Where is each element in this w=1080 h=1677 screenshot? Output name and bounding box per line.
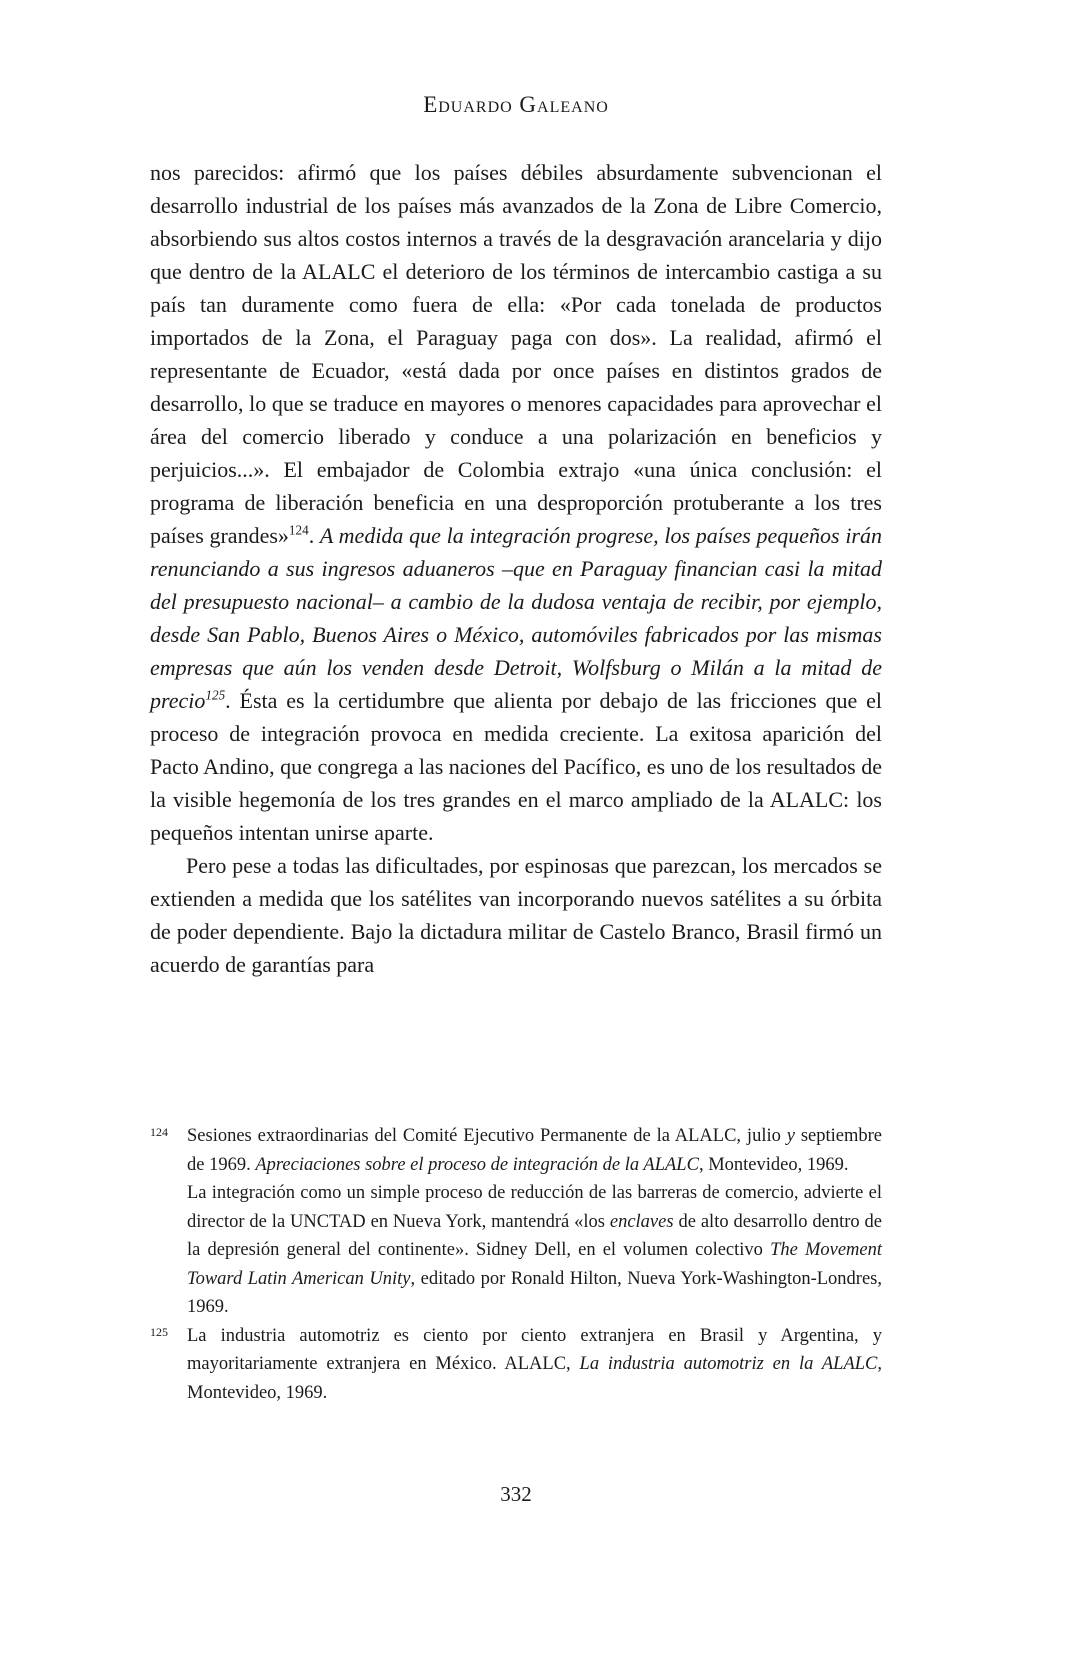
page-number: 332 <box>500 1482 532 1506</box>
footnotes-section <box>150 1122 882 1407</box>
footnote-text: La industria automotriz es ciento por ciento extranjera en Brasil y Argentina, y mayoritariamente extranjera en México. ALALC, La industria automotriz en la ALALC, Montevideo, 1969. <box>187 1325 883 1403</box>
body-text <box>150 156 882 981</box>
footnote-text: La integración como un simple proceso de reducción de las barreras de comercio, advierte el director de la UNCTAD en Nueva York, mantendrá «los enclaves de alto desarrollo dentro de la depresión general del continente». Sidney Dell, en el volumen colectivo The Movement Toward Latin American Unity, editado por Ronald Hilton, Nueva York-Washington-Londres, 1969. <box>187 1183 883 1317</box>
running-header: Eduardo Galeano <box>423 92 609 117</box>
footnote-124 <box>150 1122 882 1322</box>
footnote-125 <box>150 1322 882 1408</box>
paragraph-continuation: nos parecidos: afirmó que los países débiles absurdamente subvencionan el desarrollo industrial de los países más avanzados de la Zona de Libre Comercio, absorbiendo sus altos costos internos a través de la desgravación arancelaria y dijo que dentro de la ALALC el deterioro de los términos de intercambio castiga a su país tan duramente como fuera de ella: «Por cada tonelada de productos importados de la Zona, el Paraguay paga con dos». La realidad, afirmó el representante de Ecuador, «está dada por once países en distintos grados de desarrollo, lo que se traduce en mayores o menores capacidades para aprovechar el área del comercio liberado y conduce a una polarización en beneficios y perjuicios...». El embajador de Colombia extrajo «una única conclusión: el programa de liberación beneficia en una desproporción protuberante a los tres países grandes»$^{124}$. A medida que la integración progrese, los países pequeños irán renunciando a sus ingresos aduaneros –que en Paraguay financian casi la mitad del presupuesto nacional– a cambio de la dudosa ventaja de recibir, por ejemplo, desde San Pablo, Buenos Aires o México, automóviles fabricados por las mismas empresas que aún los venden desde Detroit, Wolfsburg o Milán a la mitad de precio$^{125}$. Ésta es la certidumbre que alienta por debajo de las fricciones que el proceso de integración provoca en medida creciente. La exitosa aparición del Pacto Andino, que congrega a las naciones del Pacífico, es uno de los resultados de la visible hegemonía de los tres grandes en el marco ampliado de la ALALC: los pequeños intentan unirse aparte. <box>150 160 882 845</box>
footnote-number: 125 <box>150 1324 168 1339</box>
footnote-text: Sesiones extraordinarias del Comité Ejecutivo Permanente de la ALALC, julio y septiembre de 1969. Apreciaciones sobre el proceso de integración de la ALALC, Montevideo, 1969. <box>187 1126 882 1175</box>
paragraph: Pero pese a todas las dificultades, por espinosas que parezcan, los mercados se extienden a medida que los satélites van incorporando nuevos satélites a su órbita de poder dependiente. Bajo la dictadura militar de Castelo Branco, Brasil firmó un acuerdo de garantías para <box>150 853 882 977</box>
footnote-number: 124 <box>150 1125 168 1139</box>
